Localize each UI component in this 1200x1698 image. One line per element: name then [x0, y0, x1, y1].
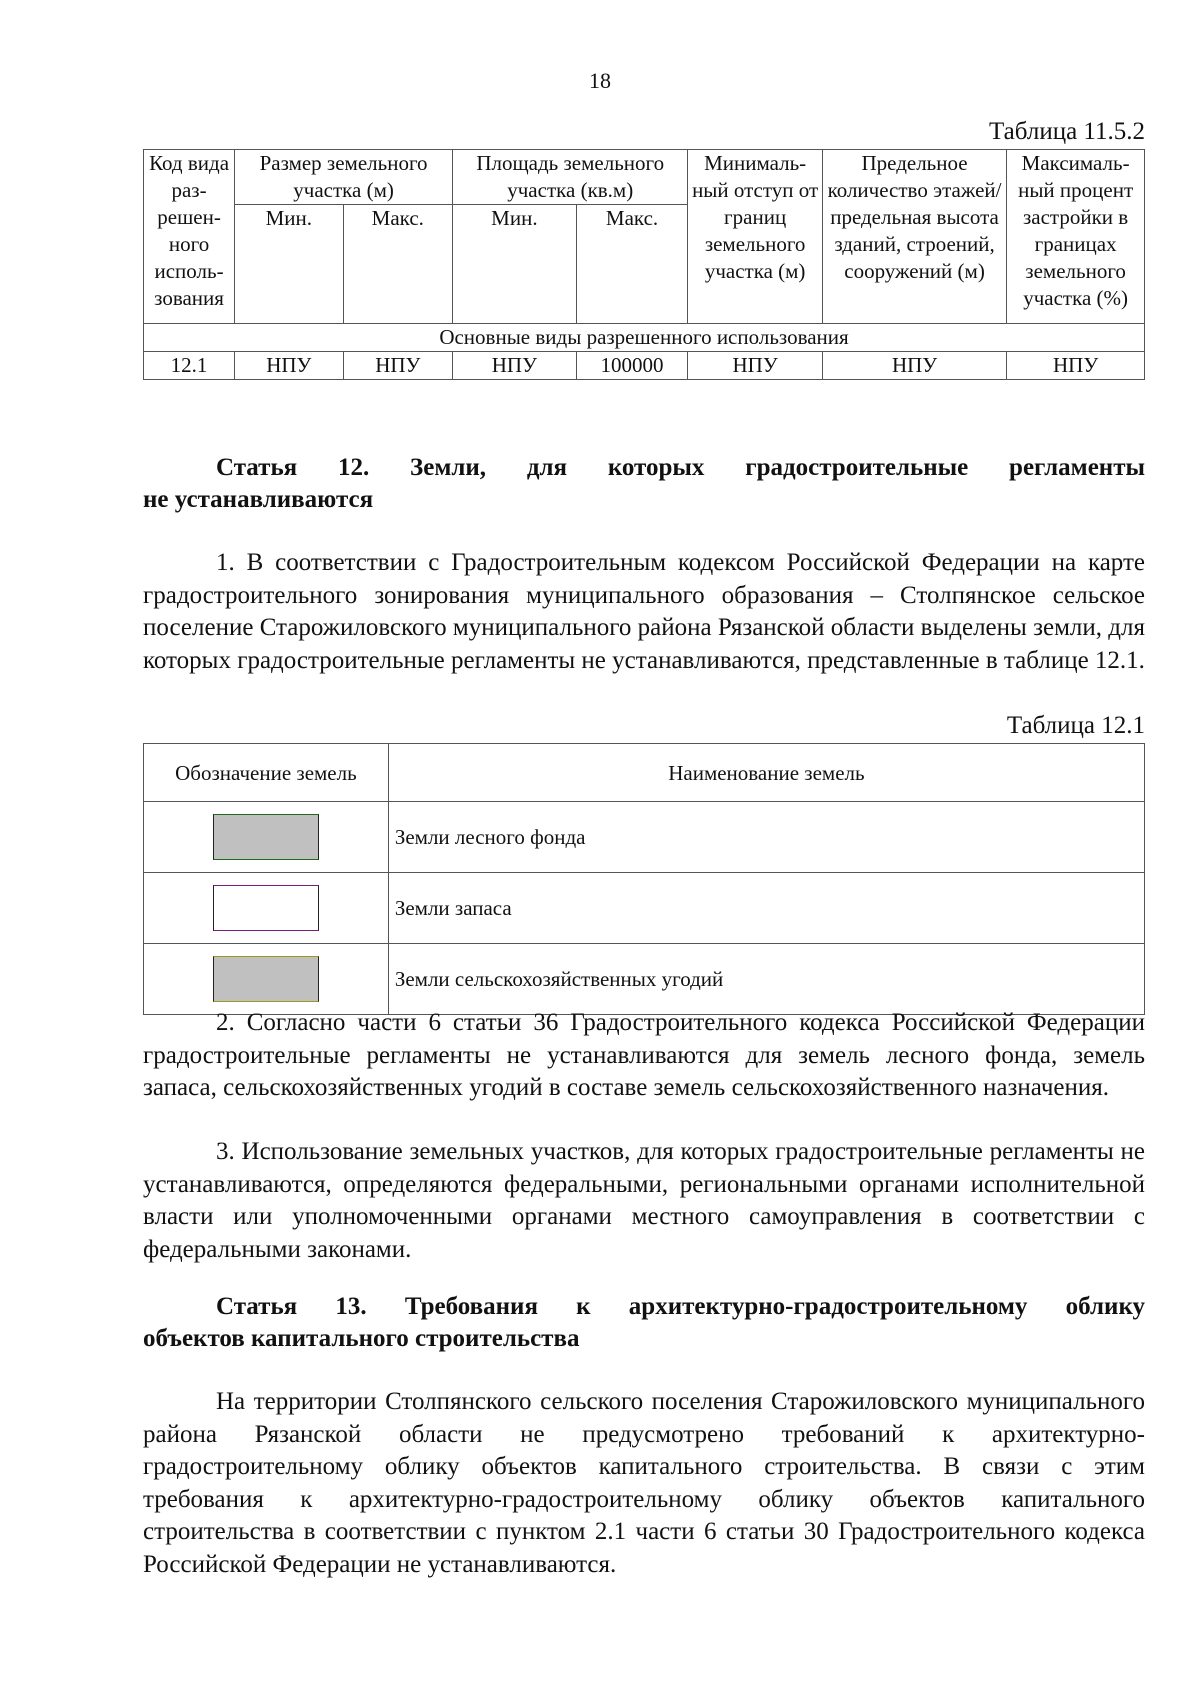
article-12-paragraph-2: 2. Согласно части 6 статьи 36 Градостроительного кодекса Российской Федерации градостроительные регламенты не устанавливаются для земель лесного фонда, земель запаса, сельскохозяйственных угодий в составе земель сельскохозяйственного назначения.	[143, 1009, 1145, 1101]
article-12-paragraph-3: 3. Использование земельных участков, для которых градостроительные регламенты не устанавливаются, определяются федеральными, региональными органами исполнительной власти или уполномоченными органами местного самоуправления в соответствии с федеральными законами.	[143, 1138, 1145, 1263]
article-12-title-line1: Статья 12. Земли, для которых градостроительные регламенты	[216, 454, 1145, 481]
header-min: Мин.	[453, 205, 577, 324]
table-cell: НПУ	[1007, 352, 1145, 380]
article-13-title-line2: объектов капитального строительства	[143, 1325, 580, 1352]
table-cell: 100000	[576, 352, 688, 380]
table-caption: Таблица 12.1	[1006, 712, 1145, 739]
header-plot-area: Площадь земельного участка (кв.м)	[453, 150, 688, 205]
table-row	[144, 944, 1145, 1015]
header-code: Код вида раз-решен-ного исполь-зования	[144, 150, 235, 324]
legend-cell	[144, 944, 389, 1015]
article-13-heading	[143, 1291, 1145, 1355]
header-max: Макс.	[576, 205, 688, 324]
land-name: Земли лесного фонда	[388, 802, 1144, 873]
header-max-floors: Предельное количество этажей/ предельная высота зданий, строений, сооружений (м)	[822, 150, 1006, 324]
legend-cell	[144, 802, 389, 873]
table-cell: НПУ	[688, 352, 822, 380]
legend-swatch	[213, 885, 319, 931]
legend-swatch	[213, 814, 319, 860]
section-row: Основные виды разрешенного использования	[144, 324, 1145, 352]
table-row	[144, 802, 1145, 873]
regulations-table	[143, 149, 1145, 380]
table-caption: Таблица 11.5.2	[989, 118, 1145, 145]
legend-cell	[144, 873, 389, 944]
article-12-title-line2: не устанавливаются	[143, 486, 374, 513]
header-min: Мин.	[235, 205, 343, 324]
table-cell: НПУ	[453, 352, 577, 380]
header-max: Макс.	[343, 205, 453, 324]
land-name: Земли сельскохозяйственных угодий	[388, 944, 1144, 1015]
article-13-title-line1: Статья 13. Требования к архитектурно-градостроительному облику	[216, 1293, 1145, 1320]
table-cell: НПУ	[822, 352, 1006, 380]
header-name: Наименование земель	[388, 744, 1144, 802]
table-row	[144, 352, 1145, 380]
table-cell: НПУ	[235, 352, 343, 380]
table-row	[144, 873, 1145, 944]
header-plot-size: Размер земельного участка (м)	[235, 150, 453, 205]
table-cell: НПУ	[343, 352, 453, 380]
article-12-heading	[143, 452, 1145, 516]
header-max-coverage: Максималь-ный процент застройки в границах земельного участка (%)	[1007, 150, 1145, 324]
article-13-paragraph: На территории Столпянского сельского поселения Старожиловского муниципального района Рязанской области не предусмотрено требований к архитектурно-градостроительному облику объектов капитального строительства. В связи с этим требования к архитектурно-градостроительному облику объектов капитального строительства в соответствии с пунктом 2.1 части 6 статьи 30 Градостроительного кодекса Российской Федерации не устанавливаются.	[143, 1388, 1145, 1578]
lands-table	[143, 743, 1145, 1015]
land-name: Земли запаса	[388, 873, 1144, 944]
table-cell: 12.1	[144, 352, 235, 380]
header-min-setback: Минималь-ный отступ от границ земельного участка (м)	[688, 150, 822, 324]
legend-swatch	[213, 956, 319, 1002]
article-12-paragraph-1: 1. В соответствии с Градостроительным кодексом Российской Федерации на карте градостроительного зонирования муниципального образования – Столпянское сельское поселение Старожиловского муниципального района Рязанской области выделены земли, для которых градостроительные регламенты не устанавливаются, представленные в таблице 12.1.	[143, 549, 1145, 674]
page-number: 18	[589, 68, 611, 93]
header-symbol: Обозначение земель	[144, 744, 389, 802]
